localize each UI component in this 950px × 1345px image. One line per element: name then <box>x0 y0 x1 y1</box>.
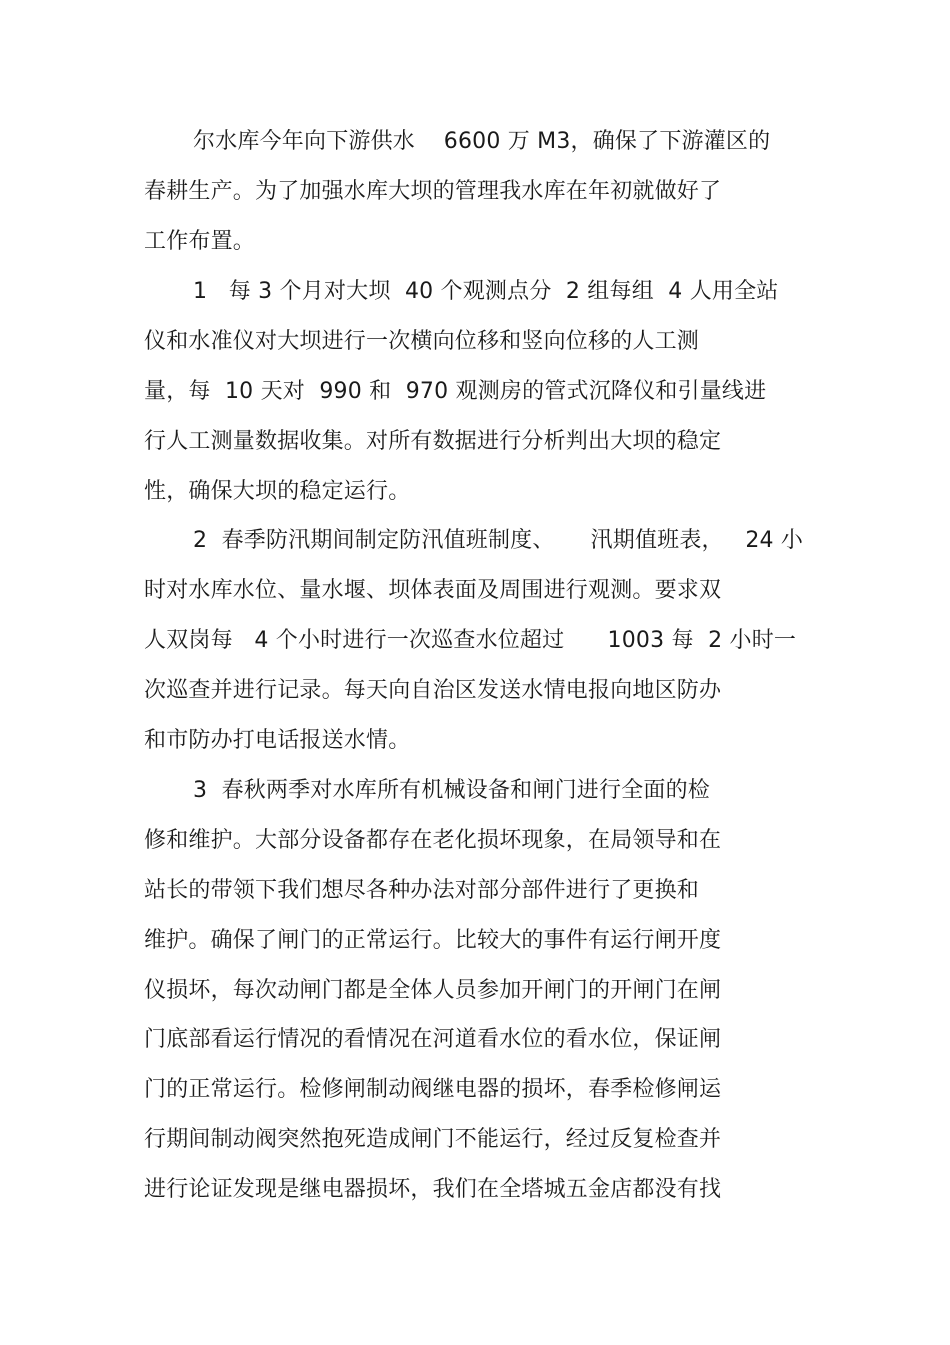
text-line: 行期间制动阀突然抱死造成闸门不能运行，经过反复检查并 <box>144 1127 722 1152</box>
text-line: 3 春秋两季对水库所有机械设备和闸门进行全面的检 <box>193 778 710 803</box>
text-line: 量，每 10 天对 990 和 970 观测房的管式沉降仪和引量线进 <box>144 379 767 404</box>
text-line: 门底部看运行情况的看情况在河道看水位的看水位，保证闸 <box>144 1027 722 1052</box>
text-line: 仪和水准仪对大坝进行一次横向位移和竖向位移的人工测 <box>144 329 700 354</box>
text-line: 1 每 3 个月对大坝 40 个观测点分 2 组每组 4 人用全站 <box>193 279 779 304</box>
text-line: 春耕生产。为了加强水库大坝的管理我水库在年初就做好了 <box>144 179 722 204</box>
text-line: 行人工测量数据收集。对所有数据进行分析判出大坝的稳定 <box>144 429 722 454</box>
text-line: 2 春季防汛期间制定防汛值班制度、 汛期值班表， 24 小 <box>193 528 804 553</box>
text-line: 维护。确保了闸门的正常运行。比较大的事件有运行闸开度 <box>144 928 722 953</box>
text-line: 和市防办打电话报送水情。 <box>144 728 411 753</box>
text-line: 仪损坏，每次动闸门都是全体人员参加开闸门的开闸门在闸 <box>144 978 722 1003</box>
text-line: 修和维护。大部分设备都存在老化损坏现象，在局领导和在 <box>144 828 722 853</box>
text-line: 人双岗每 4 个小时进行一次巡查水位超过 1003 每 2 小时一 <box>144 628 797 653</box>
text-line: 站长的带领下我们想尽各种办法对部分部件进行了更换和 <box>144 878 700 903</box>
text-line: 进行论证发现是继电器损坏，我们在全塔城五金店都没有找 <box>144 1177 722 1202</box>
text-line: 性，确保大坝的稳定运行。 <box>144 479 411 504</box>
text-line: 尔水库今年向下游供水 6600 万 M3，确保了下游灌区的 <box>193 129 771 154</box>
text-line: 门的正常运行。检修闸制动阀继电器的损坏，春季检修闸运 <box>144 1077 722 1102</box>
text-line: 工作布置。 <box>144 229 256 254</box>
text-line: 时对水库水位、量水堰、坝体表面及周围进行观测。要求双 <box>144 578 722 603</box>
text-line: 次巡查并进行记录。每天向自治区发送水情电报向地区防办 <box>144 678 722 703</box>
